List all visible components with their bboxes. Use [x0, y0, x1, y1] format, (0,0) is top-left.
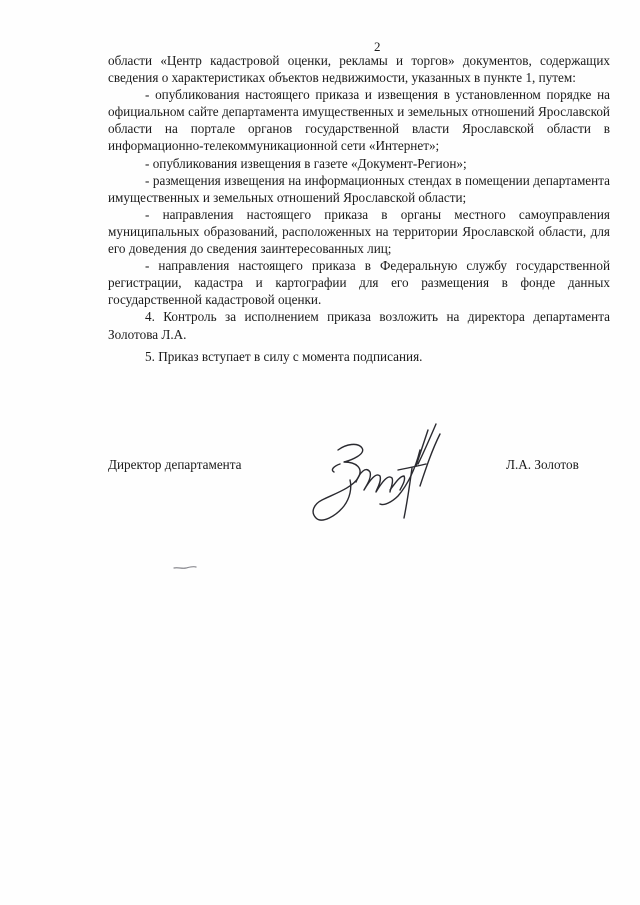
paragraph-federal-service: - направления настоящего приказа в Федеральную службу государственной регистрации, кадастра и картографии для его размещения в фонде данных государственной кадастровой оценки. [108, 258, 610, 308]
signatory-position: Директор департамента [108, 457, 242, 472]
document-body [108, 52, 610, 365]
paragraph-publish-order: - опубликования настоящего приказа и извещения в установленном порядке на официальном сайте департамента имущественных и земельных отношений Ярославской области на портале органов государственной власти Ярославской области в информационно-телекоммуникационной сети «Интернет»; [108, 87, 610, 154]
paragraph-publish-newspaper: - опубликования извещения в газете «Документ-Регион»; [145, 155, 467, 171]
page-number: 2 [374, 39, 381, 54]
signatory-name: Л.А. Золотов [506, 457, 579, 472]
paragraph-local-authorities: - направления настоящего приказа в органы местного самоуправления муниципальных образований, расположенных на территории Ярославской области, для его доведения до сведения заинтересованных лиц; [108, 206, 610, 257]
paragraph-continuation: области «Центр кадастровой оценки, рекламы и торгов» документов, содержащих сведения о характеристиках объектов недвижимости, указанных в пункте 1, путем: [108, 53, 610, 86]
scan-artifact-mark [172, 562, 198, 572]
handwritten-signature [300, 420, 450, 530]
paragraph-effective-clause: 5. Приказ вступает в силу с момента подписания. [145, 348, 423, 364]
paragraph-control-clause: 4. Контроль за исполнением приказа возложить на директора департамента Золотова Л.А. [108, 309, 610, 342]
paragraph-info-stands: - размещения извещения на информационных стендах в помещении департамента имущественных и земельных отношений Ярославской области; [108, 172, 610, 205]
